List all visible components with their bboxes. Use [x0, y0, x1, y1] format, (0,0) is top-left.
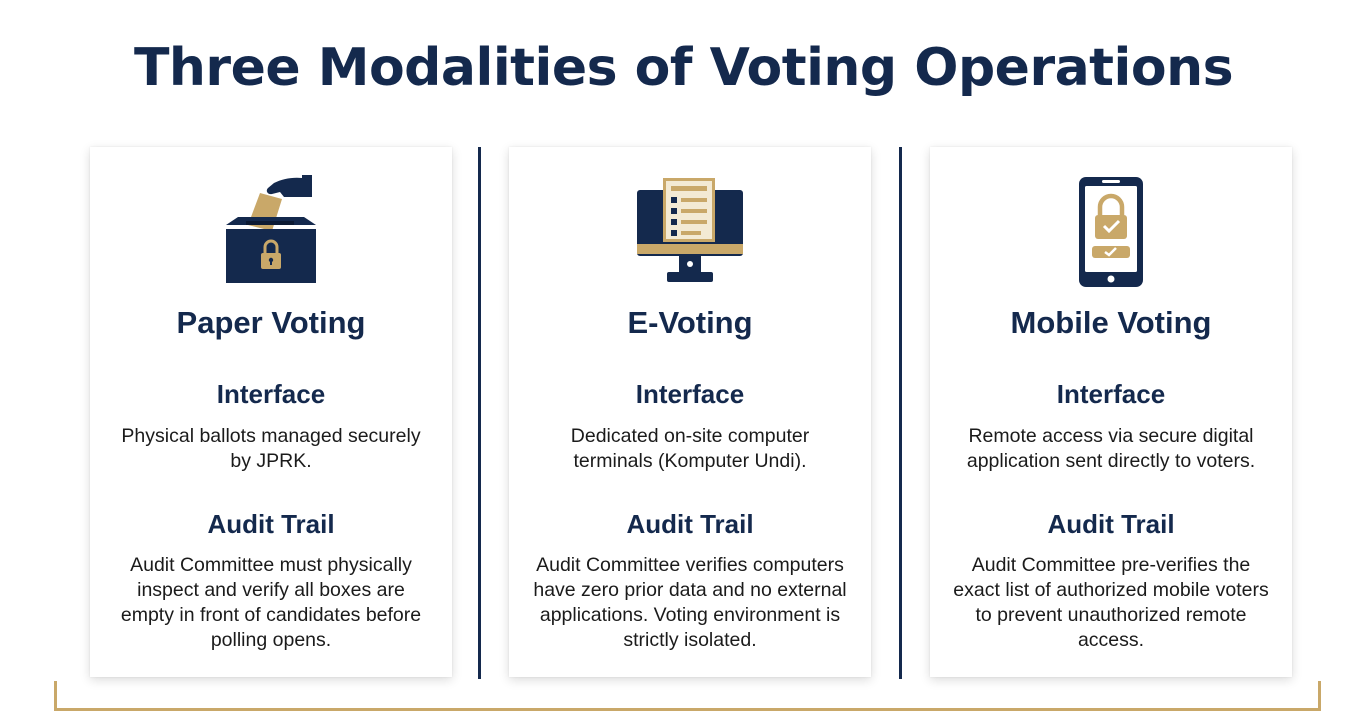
card-title: Mobile Voting [1010, 305, 1212, 340]
page-title: Three Modalities of Voting Operations [133, 38, 1234, 98]
audit-trail-text: Audit Committee pre-verifies the exact list of authorized mobile voters to prevent unauthorized remote access. [953, 554, 1269, 651]
ballot-box-icon [90, 173, 452, 291]
card-title: E-Voting [627, 305, 753, 340]
mobile-voting-card [930, 147, 1292, 677]
column-divider [899, 147, 902, 679]
secure-phone-icon [930, 173, 1292, 291]
computer-terminal-icon [509, 173, 871, 291]
column-divider [478, 147, 481, 679]
audit-trail-text: Audit Committee must physically inspect and verify all boxes are empty in front of candidates before polling opens. [120, 554, 422, 651]
e-voting-card [509, 147, 871, 677]
paper-voting-card [90, 147, 452, 677]
interface-text: Physical ballots managed securely by JPRK. [121, 425, 421, 472]
interface-heading: Interface [635, 379, 745, 409]
interface-heading: Interface [1056, 379, 1166, 409]
audit-trail-heading: Audit Trail [626, 509, 754, 539]
card-title: Paper Voting [176, 305, 366, 340]
bottom-bracket [54, 681, 1321, 711]
audit-trail-text: Audit Committee verifies computers have zero prior data and no external applications. Voting environment is strictly isolated. [533, 554, 847, 651]
audit-trail-heading: Audit Trail [207, 509, 335, 539]
audit-trail-heading: Audit Trail [1047, 509, 1175, 539]
interface-heading: Interface [216, 379, 326, 409]
interface-text: Dedicated on-site computer terminals (Komputer Undi). [570, 425, 810, 472]
interface-text: Remote access via secure digital application sent directly to voters. [966, 425, 1256, 472]
